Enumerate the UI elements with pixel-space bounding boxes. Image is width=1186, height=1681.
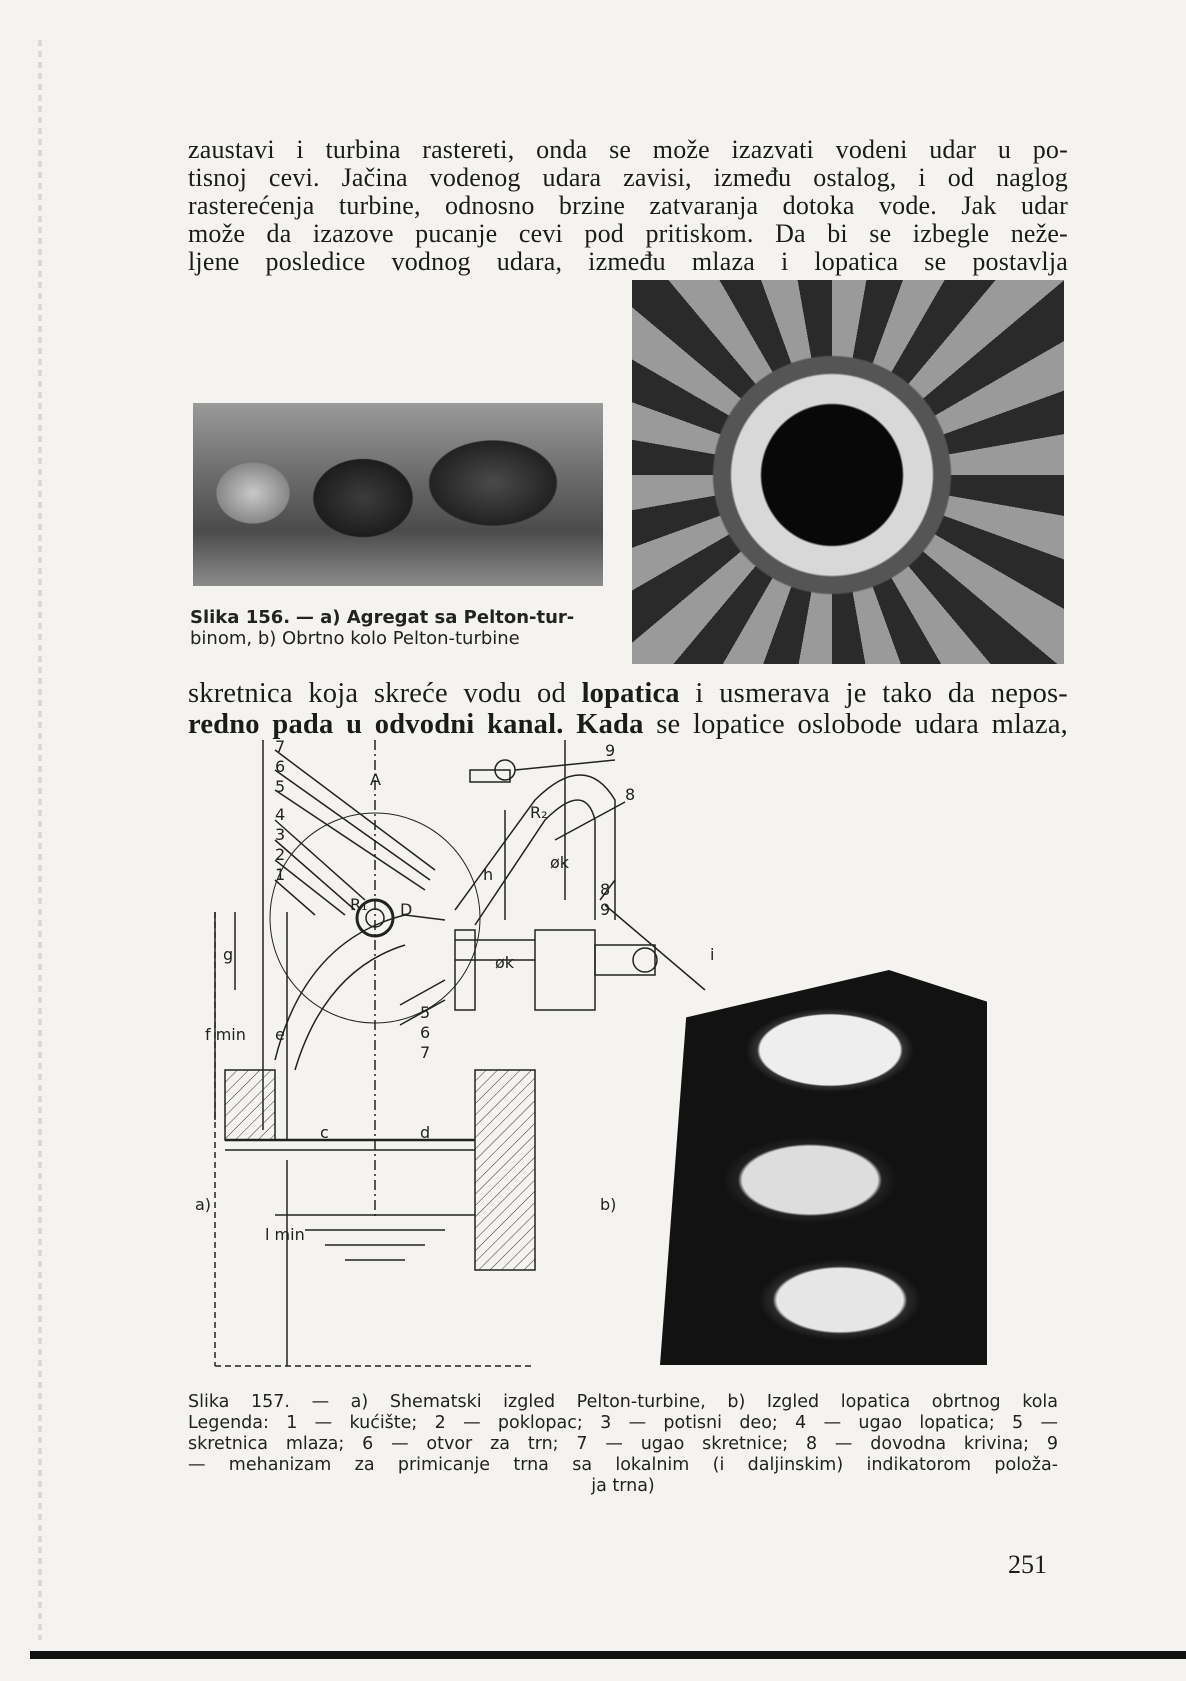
text-line: zaustavi i turbina rastereti, onda se može izazvati vodeni udar u po-	[188, 135, 1068, 164]
drawing-label: øk	[495, 953, 515, 972]
text-line	[188, 678, 1068, 709]
drawing-label: 4	[275, 805, 286, 824]
figure-156-caption	[190, 607, 610, 649]
drawing-label: 8	[600, 880, 611, 899]
drawing-label: øk	[550, 853, 570, 872]
caption-line: Slika 157. — a) Shematski izgled Pelton-turbine, b) Izgled lopatica obrtnog kola	[188, 1392, 1058, 1412]
body-paragraph-mid	[188, 678, 1068, 740]
text-run: i usmerava je tako da nepos-	[679, 678, 1068, 709]
drawing-label: 2	[275, 845, 286, 864]
text-line: rasterećenja turbine, odnosno brzine zatvaranja dotoka vode. Jak udar	[188, 191, 1068, 220]
drawing-label: 7	[420, 1043, 431, 1062]
drawing-label: f min	[205, 1025, 246, 1044]
text-line: ljene posledice vodnog udara, između mlaza i lopatica se postavlja	[188, 247, 1068, 276]
drawing-label: 9	[600, 900, 611, 919]
scan-bottom-edge	[30, 1651, 1186, 1659]
page-number: 251	[1008, 1550, 1047, 1579]
drawing-label: 9	[605, 741, 616, 760]
drawing-label: l min	[265, 1225, 305, 1244]
caption-line: — a) Agregat sa Pelton-tur-	[295, 607, 575, 628]
text-line: tisnoj cevi. Jačina vodenog udara zavisi, između ostalog, i od naglog	[188, 163, 1068, 192]
drawing-label: c	[320, 1123, 329, 1142]
drawing-label: R₂	[530, 803, 548, 822]
text-line	[188, 709, 1068, 740]
photo-runner-buckets	[660, 970, 987, 1365]
drawing-label: R₁	[350, 895, 368, 914]
drawing-label: 5	[420, 1003, 431, 1022]
drawing-label: 7	[275, 737, 286, 756]
text-run-bold: redno pada u odvodni kanal. Kada	[188, 709, 644, 740]
scan-left-edge	[38, 40, 42, 1640]
text-run: skretnica koja skreće vodu od	[188, 678, 582, 709]
drawing-label: 6	[275, 757, 286, 776]
drawing-label: h	[483, 865, 494, 884]
text-line: može da izazove pucanje cevi pod pritiskom. Da bi se izbegle neže-	[188, 219, 1068, 248]
drawing-label: A	[370, 770, 381, 789]
caption-line: ja trna)	[591, 1476, 655, 1496]
text-run-bold: lopatica	[581, 678, 680, 709]
drawing-label: 6	[420, 1023, 431, 1042]
drawing-label: 5	[275, 777, 286, 796]
caption-line: — mehanizam za primicanje trna sa lokalnim (i daljinskim) indikatorom položa-	[188, 1455, 1058, 1475]
figure-157-caption	[188, 1392, 1058, 1497]
photo-pelton-aggregate	[193, 403, 603, 586]
photo-pelton-runner	[632, 280, 1064, 664]
drawing-label: i	[710, 945, 715, 964]
drawing-label: a)	[195, 1195, 212, 1214]
drawing-label: d	[420, 1123, 431, 1142]
caption-line: Legenda: 1 — kućište; 2 — poklopac; 3 — potisni deo; 4 — ugao lopatica; 5 —	[188, 1413, 1058, 1433]
drawing-label: 8	[625, 785, 636, 804]
drawing-label: D	[400, 900, 413, 919]
drawing-label: g	[223, 945, 234, 964]
text-run: se lopatice oslobode udara mlaza,	[643, 709, 1068, 740]
drawing-label: e	[275, 1025, 285, 1044]
body-paragraph-top	[188, 136, 1068, 276]
drawing-label: 3	[275, 825, 286, 844]
caption-line: skretnica mlaza; 6 — otvor za trn; 7 — ugao skretnice; 8 — dovodna krivina; 9	[188, 1434, 1058, 1454]
figure-156-label: Slika 156.	[190, 607, 291, 628]
drawing-label: b)	[600, 1195, 617, 1214]
drawing-label: 1	[275, 865, 286, 884]
caption-line: binom, b) Obrtno kolo Pelton-turbine	[190, 628, 520, 649]
